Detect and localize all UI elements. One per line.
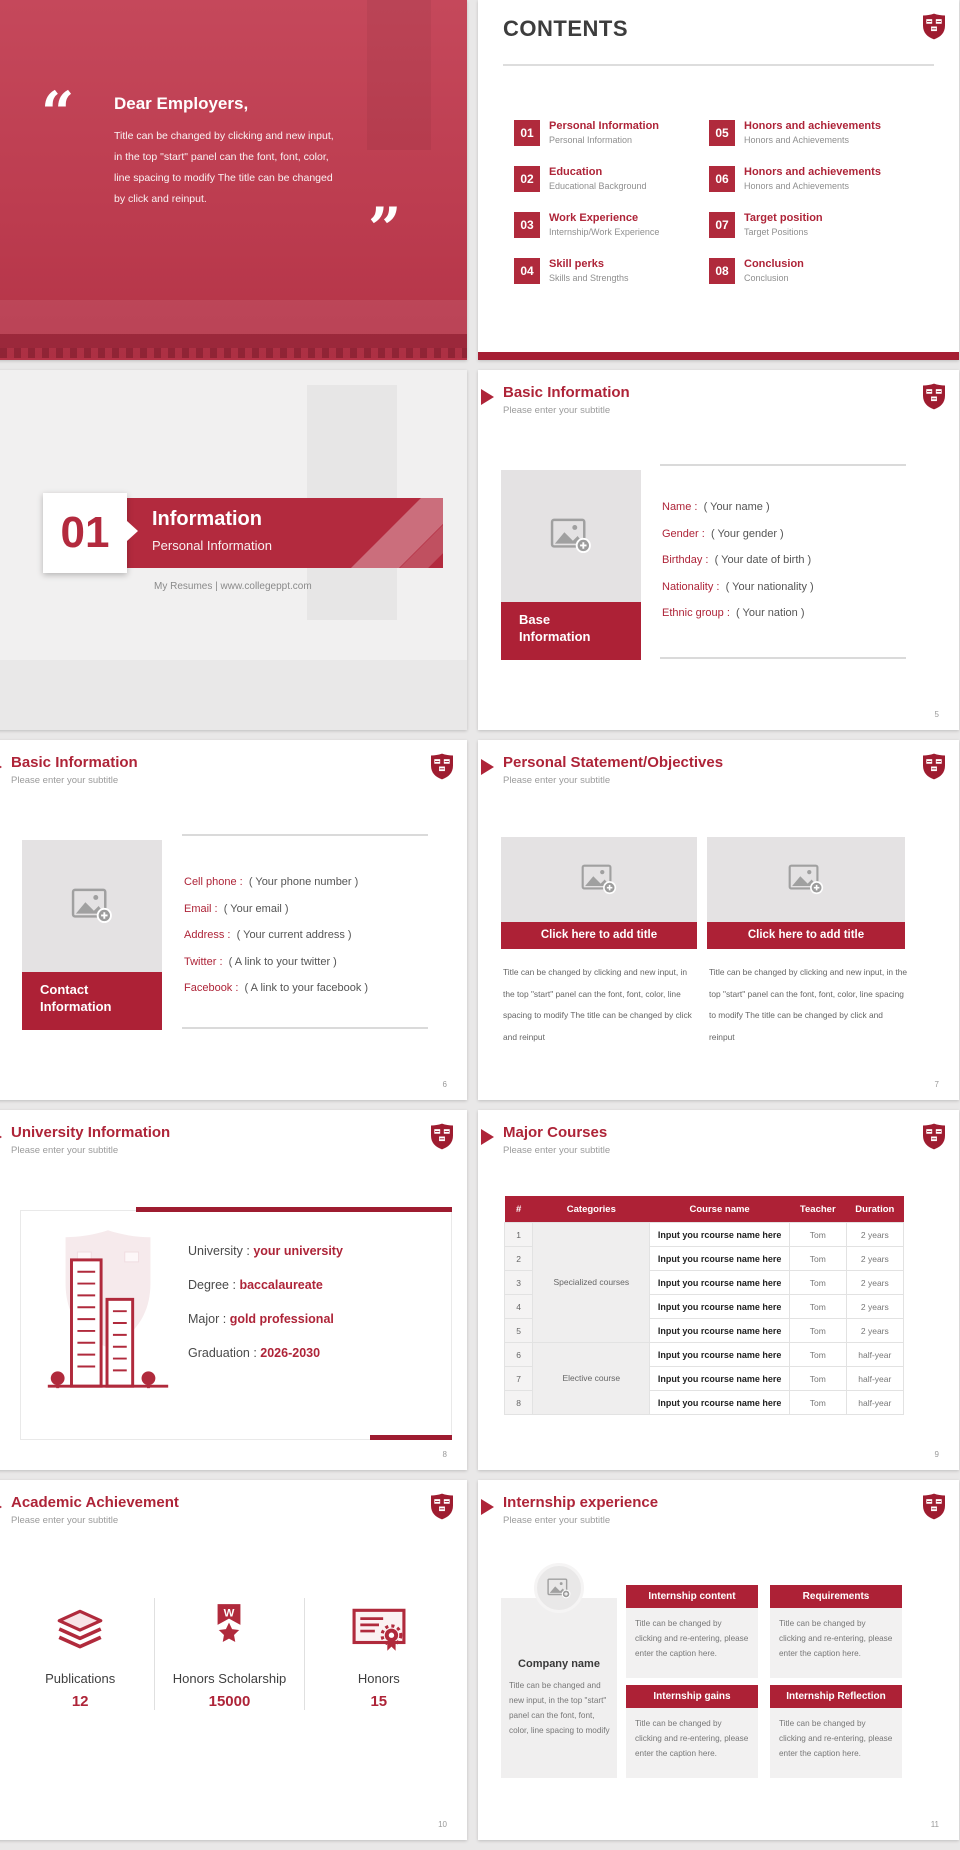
- university-shield-icon: [431, 1493, 453, 1520]
- header-arrow-icon: [0, 759, 2, 775]
- publications-icon: [53, 1602, 107, 1656]
- item-label: Work Experience: [549, 212, 639, 224]
- slide-title: Basic Information: [503, 384, 630, 401]
- stat-label: Honors Scholarship: [172, 1671, 287, 1686]
- field-row: Address : ( Your current address ): [184, 929, 352, 941]
- slide-cover-quote[interactable]: [0, 0, 467, 360]
- slide-title: Academic Achievement: [11, 1494, 179, 1511]
- contents-item-01: [514, 120, 659, 146]
- slide-title: University Information: [11, 1124, 171, 1141]
- section-caption: My Resumes | www.collegeppt.com: [154, 581, 312, 592]
- item-label: Education: [549, 166, 603, 178]
- stat-value: 12: [71, 1693, 89, 1710]
- slide-major-courses[interactable]: [478, 1110, 959, 1470]
- card-title: Requirements: [770, 1585, 902, 1608]
- item-number-badge: 02: [514, 166, 540, 192]
- header-arrow-icon: [481, 1499, 494, 1515]
- col-header-duration: Duration: [846, 1196, 903, 1223]
- item-label: Personal Information: [549, 120, 660, 132]
- slide-subtitle: Please enter your subtitle: [503, 1145, 611, 1156]
- col-header-num: #: [505, 1196, 533, 1223]
- item-sublabel: Honors and Achievements: [744, 135, 850, 145]
- photo-placeholder: [22, 840, 162, 972]
- stats-row: [6, 1598, 453, 1710]
- field-row: Graduation : 2026-2030: [188, 1346, 321, 1360]
- image-add-icon: [788, 864, 824, 895]
- field-divider-top: [660, 464, 906, 466]
- col-header-categories: Categories: [533, 1196, 650, 1223]
- page-number: 7: [934, 1080, 939, 1089]
- col-header-teacher: Teacher: [789, 1196, 846, 1223]
- card-body: Title can be changed by clicking and re-entering, please enter the caption here.: [626, 1608, 758, 1678]
- item-number-badge: 01: [514, 120, 540, 146]
- stat-value: 15000: [208, 1693, 251, 1710]
- internship-card-reflection: [770, 1685, 902, 1778]
- slide-title: Personal Statement/Objectives: [503, 754, 724, 771]
- stat-publications: [6, 1598, 154, 1710]
- building-silhouette: [367, 0, 431, 150]
- table-row: 1 Specialized courses Input you rcourse name here Tom 2 years: [505, 1223, 904, 1247]
- add-title-button: Click here to add title: [501, 922, 697, 949]
- internship-card-requirements: [770, 1585, 902, 1678]
- slide-personal-statement[interactable]: [478, 740, 959, 1100]
- field-divider-top: [182, 834, 428, 836]
- university-shield-icon: [923, 383, 945, 410]
- image-add-icon: [547, 1578, 571, 1599]
- item-sublabel: Skills and Strengths: [549, 273, 629, 283]
- table-row: 4 Input you rcourse name here Tom 2 years: [505, 1295, 904, 1319]
- company-logo-placeholder: [534, 1563, 584, 1613]
- slide-contents[interactable]: [478, 0, 959, 360]
- field-row: Name : ( Your name ): [662, 501, 770, 513]
- table-row: 7 Input you rcourse name here Tom half-year: [505, 1367, 904, 1391]
- field-row: Email : ( Your email ): [184, 902, 289, 915]
- section-subtitle: Personal Information: [152, 538, 272, 553]
- card-title: Internship Reflection: [770, 1685, 902, 1708]
- table-header-row: [505, 1196, 904, 1223]
- slide-subtitle: Please enter your subtitle: [503, 775, 611, 786]
- page-number: 5: [934, 710, 939, 719]
- slide-contact-information[interactable]: [0, 740, 467, 1100]
- field-row: Gender : ( Your gender ): [662, 527, 784, 540]
- slide-subtitle: Please enter your subtitle: [503, 1515, 611, 1526]
- university-shield-icon: [923, 753, 945, 780]
- statement-paragraph: Title can be changed by clicking and new input, in the top "start" panel can the font, font, color, line spacing to modify The title can be changed by click and reinput: [709, 967, 908, 1042]
- item-number-badge: 07: [709, 212, 735, 238]
- field-row: University : your university: [188, 1244, 343, 1258]
- contents-item-05: [709, 120, 881, 146]
- slide-academic-achievement[interactable]: [0, 1480, 467, 1840]
- stat-scholarship: [154, 1598, 303, 1710]
- item-sublabel: Personal Information: [549, 135, 633, 145]
- table-row: 3 Input you rcourse name here Tom 2 years: [505, 1271, 904, 1295]
- contents-item-07: [709, 212, 823, 238]
- contents-item-04: [514, 258, 629, 284]
- item-label: Conclusion: [744, 258, 804, 270]
- internship-card-content: [626, 1585, 758, 1678]
- item-label: Target position: [744, 212, 823, 224]
- item-number-badge: 03: [514, 212, 540, 238]
- stat-label: Honors: [357, 1671, 400, 1686]
- table-row: 5 Input you rcourse name here Tom 2 years: [505, 1319, 904, 1343]
- section-title: Information: [152, 508, 262, 530]
- divider-line: [503, 64, 934, 66]
- header-arrow-icon: [481, 759, 494, 775]
- contents-item-03: [514, 212, 659, 238]
- field-list: [184, 876, 368, 1009]
- slide-internship-experience[interactable]: [478, 1480, 959, 1840]
- header-arrow-icon: [481, 1129, 494, 1145]
- table-row: 6 Elective course Input you rcourse name here Tom half-year: [505, 1343, 904, 1367]
- photo-placeholder: [501, 470, 641, 602]
- header-arrow-icon: [481, 389, 494, 405]
- add-title-button: Click here to add title: [707, 922, 905, 949]
- card-accent-bottom: [370, 1435, 452, 1440]
- item-sublabel: Internship/Work Experience: [549, 227, 660, 237]
- card-body: Title can be changed by clicking and re-entering, please enter the caption here.: [626, 1708, 758, 1778]
- category-cell: Specialized courses: [533, 1223, 650, 1343]
- item-sublabel: Honors and Achievements: [744, 181, 850, 191]
- table-row: 2 Input you rcourse name here Tom 2 years: [505, 1247, 904, 1271]
- category-cell: Elective course: [533, 1343, 650, 1415]
- internship-card-gains: [626, 1685, 758, 1778]
- card-title: Internship content: [626, 1585, 758, 1608]
- university-shield-icon: [923, 1123, 945, 1150]
- slide-subtitle: Please enter your subtitle: [11, 1515, 119, 1526]
- card-title: Internship gains: [626, 1685, 758, 1708]
- page-number: 9: [934, 1450, 939, 1459]
- stat-honors: [304, 1598, 453, 1710]
- slide-basic-information[interactable]: [478, 370, 959, 730]
- university-shield-icon: [431, 1123, 453, 1150]
- header-arrow-icon: [0, 1499, 2, 1515]
- page-number: 11: [930, 1820, 939, 1829]
- contents-item-08: [709, 258, 804, 284]
- slide-university-information[interactable]: [0, 1110, 467, 1470]
- image-add-icon: [71, 888, 113, 924]
- page-number: 6: [442, 1080, 447, 1089]
- university-shield-icon: [923, 1493, 945, 1520]
- item-number-badge: 05: [709, 120, 735, 146]
- slide-title: Internship experience: [503, 1494, 659, 1511]
- image-add-icon: [550, 518, 592, 554]
- courses-table: [504, 1196, 904, 1415]
- company-name: Company name: [518, 1658, 600, 1670]
- quote-body: Title can be changed by clicking and new input, in the top "start" panel can the font, font, color, line spacing to modify The title can be changed by click and reinput.: [114, 130, 334, 205]
- field-list: [188, 1244, 343, 1380]
- photo-placeholder: [501, 837, 697, 922]
- field-divider-bottom: [182, 1027, 428, 1029]
- number-box-arrow: [127, 521, 138, 541]
- slide-section-divider[interactable]: [0, 370, 467, 730]
- field-row: Cell phone : ( Your phone number ): [184, 876, 359, 888]
- campus-buildings-icon: [34, 1222, 182, 1430]
- bottom-accent-bar: [478, 352, 959, 360]
- info-box-label: Base Information: [501, 602, 641, 660]
- open-quote-icon: “: [41, 79, 75, 147]
- item-sublabel: Educational Background: [549, 181, 647, 191]
- item-number-badge: 04: [514, 258, 540, 284]
- header-arrow-icon: [0, 1129, 2, 1145]
- brick-texture: [0, 348, 467, 358]
- item-number-badge: 08: [709, 258, 735, 284]
- contents-title: CONTENTS: [503, 16, 628, 41]
- item-label: Skill perks: [549, 258, 605, 270]
- item-label: Honors and achievements: [744, 166, 881, 178]
- photo-band: [0, 300, 467, 334]
- item-sublabel: Conclusion: [744, 273, 789, 283]
- slide-subtitle: Please enter your subtitle: [11, 1145, 119, 1156]
- building-watermark-base: [0, 660, 467, 730]
- field-row: Twitter : ( A link to your twitter ): [184, 955, 337, 968]
- item-sublabel: Target Positions: [744, 227, 809, 237]
- field-list: [662, 501, 814, 634]
- contents-item-02: [514, 166, 647, 192]
- scholarship-medal-icon: [202, 1602, 256, 1656]
- contents-item-06: [709, 166, 881, 192]
- slide-title: Basic Information: [11, 754, 138, 771]
- university-shield-icon: [923, 13, 945, 40]
- stat-value: 15: [370, 1693, 388, 1710]
- card-body: Title can be changed by clicking and re-entering, please enter the caption here.: [770, 1708, 902, 1778]
- certificate-icon: [352, 1602, 406, 1656]
- image-add-icon: [581, 864, 617, 895]
- company-description: Title can be changed and new input, in the top "start" panel can the font, font, color, line spacing to modify: [509, 1681, 610, 1735]
- quote-title: Dear Employers,: [114, 94, 249, 113]
- col-header-course: Course name: [650, 1196, 790, 1223]
- field-row: Facebook : ( A link to your facebook ): [184, 982, 369, 994]
- card-accent-top: [136, 1207, 452, 1212]
- slide-subtitle: Please enter your subtitle: [503, 405, 611, 416]
- table-row: 8 Input you rcourse name here Tom half-year: [505, 1391, 904, 1415]
- statement-paragraph: Title can be changed by clicking and new input, in the top "start" panel can the font, font, color, line spacing to modify The title can be changed by click and reinput: [503, 967, 692, 1042]
- university-shield-icon: [431, 753, 453, 780]
- photo-bottom-strip: [0, 334, 467, 348]
- page-number: 8: [442, 1450, 447, 1459]
- field-row: Nationality : ( Your nationality ): [662, 580, 814, 593]
- page-number: 10: [438, 1820, 447, 1829]
- item-number-badge: 06: [709, 166, 735, 192]
- section-number: 01: [43, 493, 127, 573]
- field-divider-bottom: [660, 657, 906, 659]
- slide-title: Major Courses: [503, 1124, 608, 1141]
- item-label: Honors and achievements: [744, 120, 881, 132]
- field-row: Major : gold professional: [188, 1312, 334, 1326]
- photo-placeholder: [707, 837, 905, 922]
- field-row: Ethnic group : ( Your nation ): [662, 607, 805, 619]
- stat-label: Publications: [45, 1671, 116, 1686]
- info-box-label: Contact Information: [22, 972, 162, 1030]
- close-quote-icon: ”: [368, 195, 402, 263]
- slide-subtitle: Please enter your subtitle: [11, 775, 119, 786]
- field-row: Degree : baccalaureate: [188, 1278, 323, 1292]
- card-body: Title can be changed by clicking and re-entering, please enter the caption here.: [770, 1608, 902, 1678]
- field-row: Birthday : ( Your date of birth ): [662, 554, 812, 566]
